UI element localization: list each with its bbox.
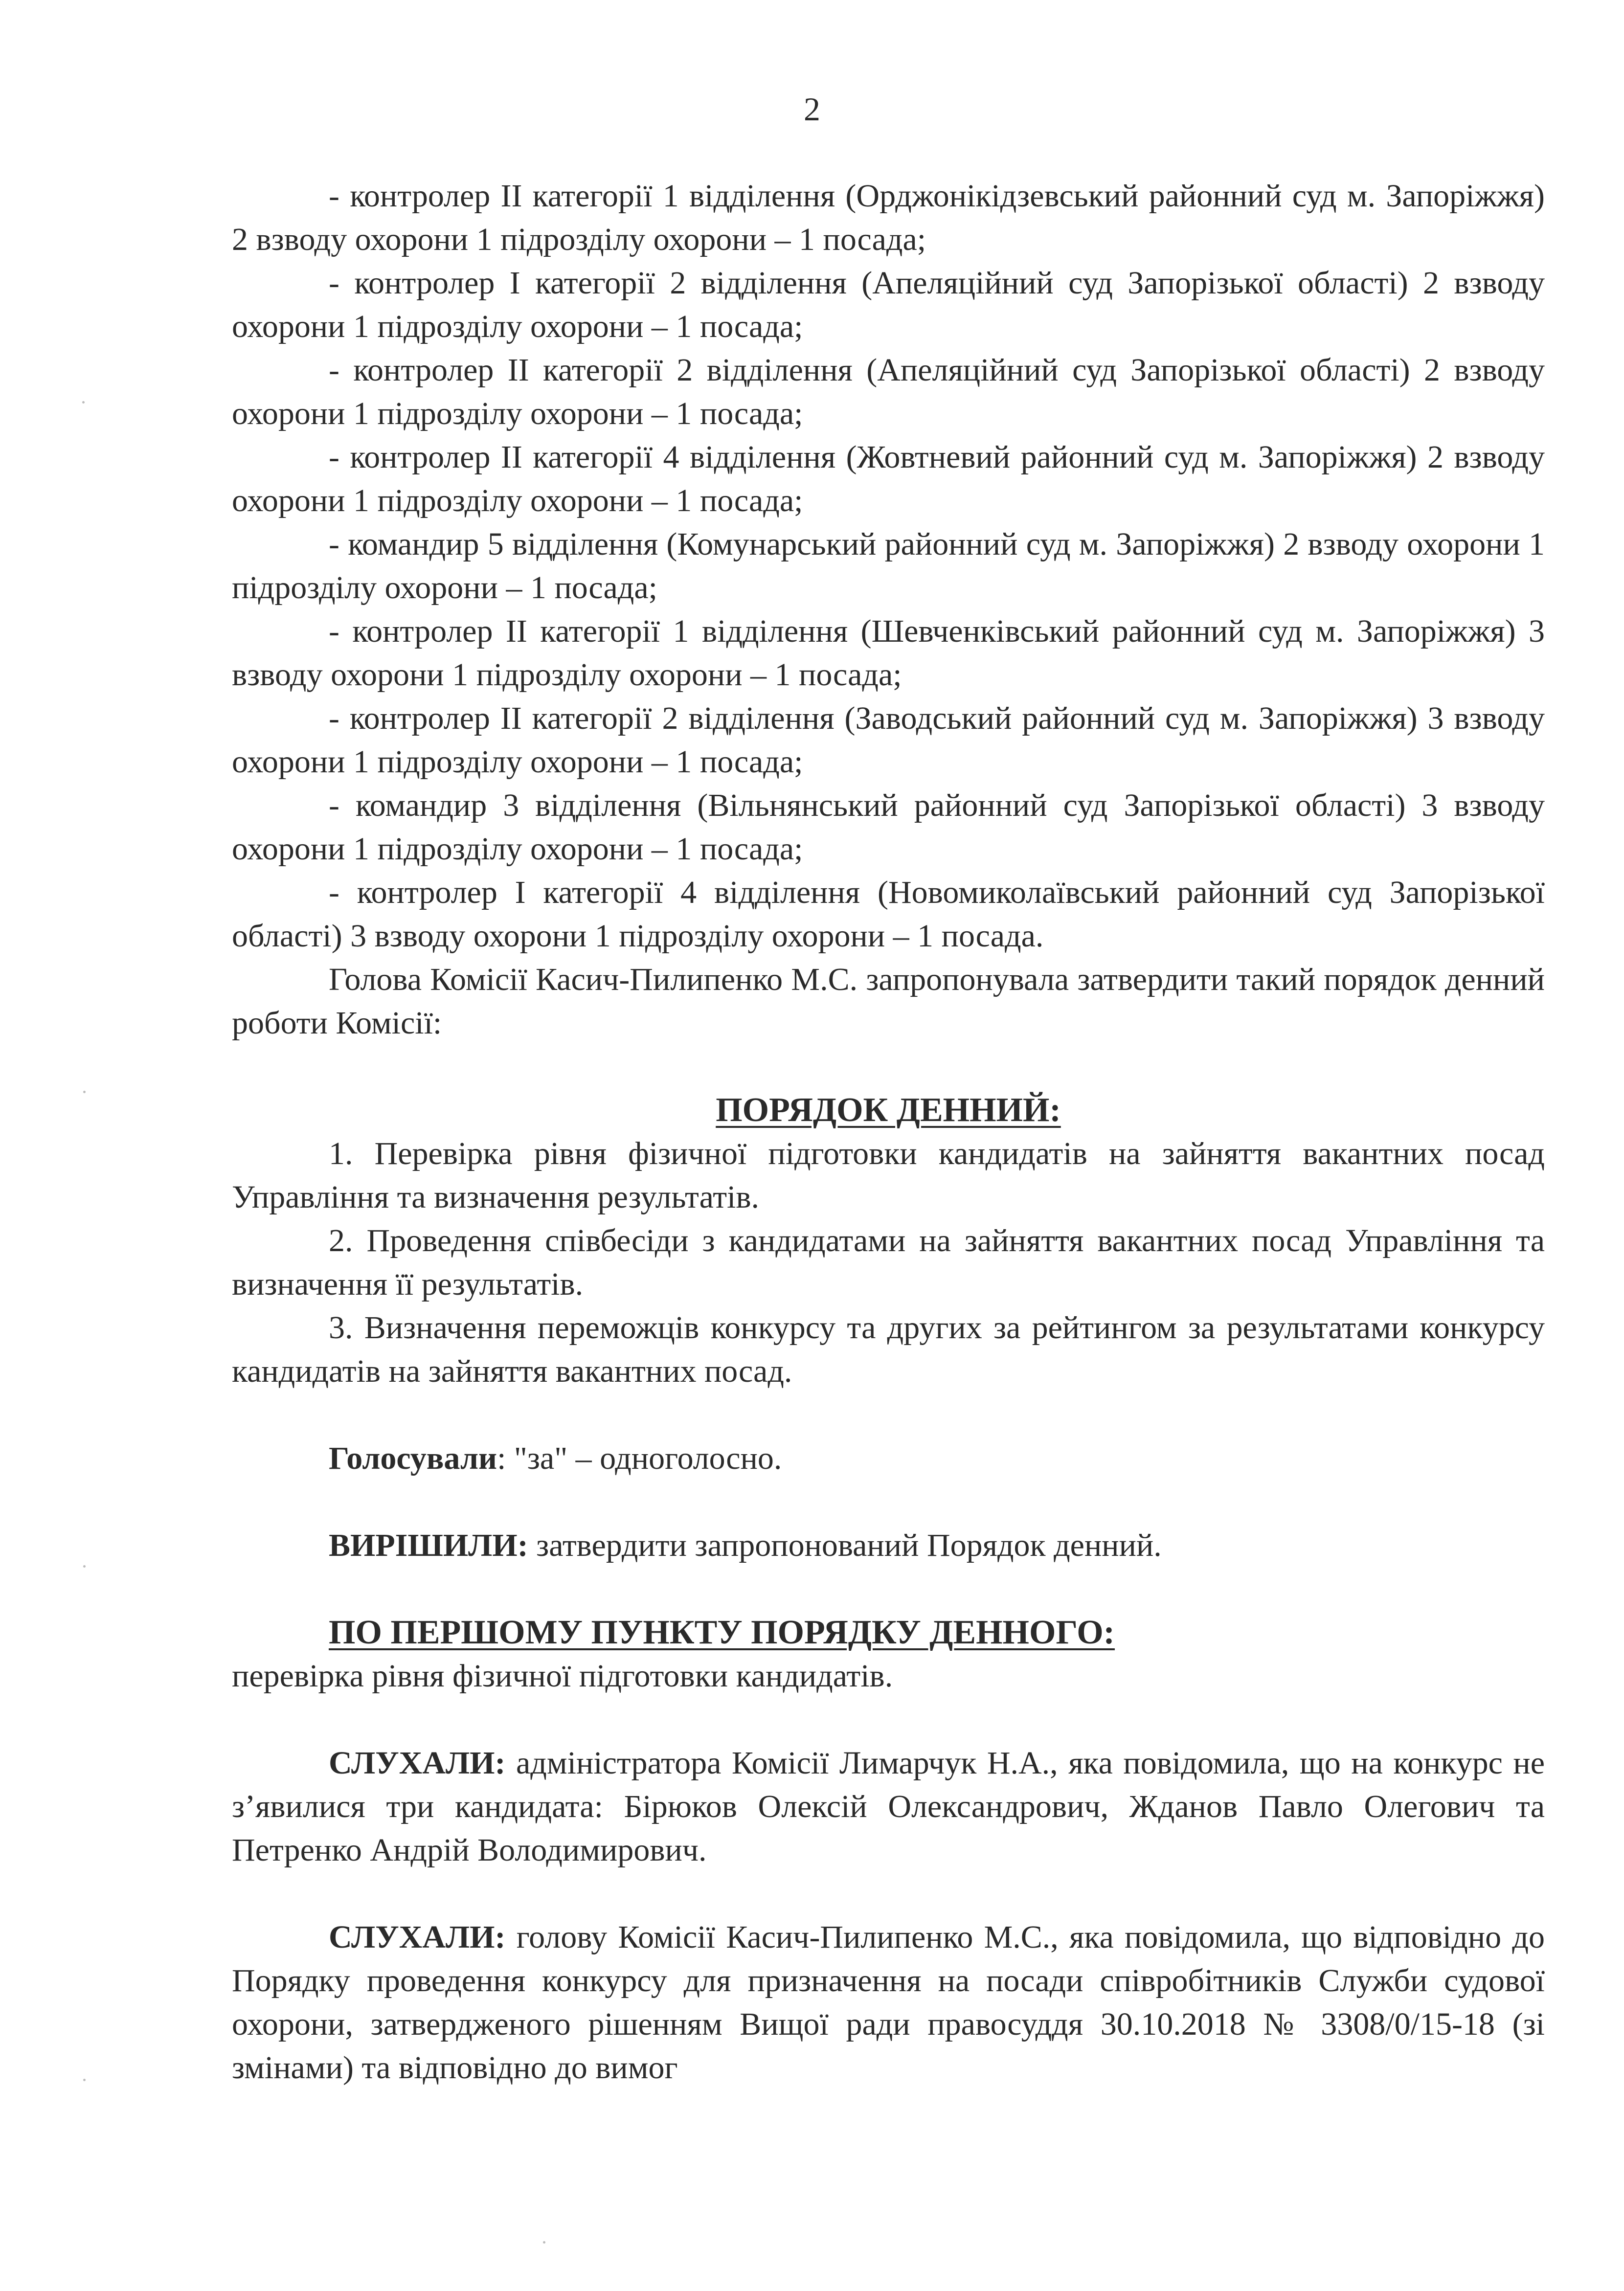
position-item: - контролер II категорії 2 відділення (Заводський районний суд м. Запоріжжя) 3 взводу охорони 1 підрозділу охорони – 1 посада; bbox=[232, 700, 1545, 780]
position-item: - контролер I категорії 2 відділення (Апеляційний суд Запорізької області) 2 взводу охорони 1 підрозділу охорони – 1 посада; bbox=[232, 265, 1545, 344]
first-item-subtitle: перевірка рівня фізичної підготовки кандидатів. bbox=[232, 1658, 893, 1694]
chair-proposal: Голова Комісії Касич-Пилипенко М.С. запропонувала затвердити такий порядок денний роботи Комісії: bbox=[232, 962, 1545, 1041]
first-item-heading: ПО ПЕРШОМУ ПУНКТУ ПОРЯДКУ ДЕННОГО: bbox=[329, 1614, 1115, 1651]
heard-text: адміністратора Комісії Лимарчук Н.А., яка повідомила, що на конкурс не з’явилися три кандидата: Бірюков Олексій Олександрович, Жданов Павло Олегович та Петренко Андрій Володимирович. bbox=[232, 1745, 1545, 1868]
heard-paragraph bbox=[232, 1741, 1545, 1872]
spacer bbox=[232, 1872, 1545, 1915]
heard-text: голову Комісії Касич-Пилипенко М.С., яка повідомила, що відповідно до Порядку проведення конкурсу для призначення на посади співробітників Служби судової охорони, затвердженого рішенням Вищої ради правосуддя 30.10.2018 № 3308/0/15-18 (зі змінами) та відповідно до вимог bbox=[232, 1919, 1545, 2086]
agenda-item: 3. Визначення переможців конкурсу та других за рейтингом за результатами конкурсу кандидатів на зайняття вакантних посад. bbox=[232, 1310, 1545, 1389]
vote-label: Голосували bbox=[329, 1440, 497, 1476]
page-number: 2 bbox=[804, 90, 820, 128]
spacer bbox=[232, 1567, 1545, 1611]
position-item: - контролер II категорії 1 відділення (Орджонікідзевський районний суд м. Запоріжжя) 2 взводу охорони 1 підрозділу охорони – 1 посада; bbox=[232, 178, 1545, 257]
heard-label: СЛУХАЛИ: bbox=[329, 1919, 506, 1955]
scan-speck bbox=[83, 2079, 86, 2081]
agenda-heading: ПОРЯДОК ДЕННИЙ: bbox=[716, 1091, 1061, 1129]
document-body bbox=[232, 174, 1545, 2089]
position-item: - контролер II категорії 1 відділення (Шевченківський районний суд м. Запоріжжя) 3 взводу охорони 1 підрозділу охорони – 1 посада; bbox=[232, 613, 1545, 693]
decision-label: ВИРІШИЛИ: bbox=[329, 1527, 528, 1563]
heard-paragraph bbox=[232, 1915, 1545, 2089]
scan-speck bbox=[83, 1565, 86, 1568]
scan-speck bbox=[82, 401, 85, 404]
position-item: - контролер I категорії 4 відділення (Новомиколаївський районний суд Запорізької області) 3 взводу охорони 1 підрозділу охорони – 1 посада. bbox=[232, 875, 1545, 954]
vote-line bbox=[232, 1437, 1545, 1480]
scan-speck bbox=[543, 2241, 545, 2244]
spacer bbox=[232, 1045, 1545, 1088]
heard-label: СЛУХАЛИ: bbox=[329, 1745, 506, 1781]
scan-speck bbox=[83, 1091, 86, 1093]
spacer bbox=[232, 1393, 1545, 1437]
agenda-item: 1. Перевірка рівня фізичної підготовки кандидатів на зайняття вакантних посад Управління та визначення результатів. bbox=[232, 1136, 1545, 1215]
decision-text: затвердити запропонований Порядок денний. bbox=[528, 1527, 1162, 1563]
agenda-item: 2. Проведення співбесіди з кандидатами на зайняття вакантних посад Управління та визначення її результатів. bbox=[232, 1223, 1545, 1302]
position-item: - контролер II категорії 4 відділення (Жовтневий районний суд м. Запоріжжя) 2 взводу охорони 1 підрозділу охорони – 1 посада; bbox=[232, 439, 1545, 518]
spacer bbox=[232, 1698, 1545, 1741]
spacer bbox=[232, 1480, 1545, 1524]
decision-line bbox=[232, 1524, 1545, 1567]
position-item: - командир 5 відділення (Комунарський районний суд м. Запоріжжя) 2 взводу охорони 1 підрозділу охорони – 1 посада; bbox=[232, 526, 1545, 606]
position-item: - контролер II категорії 2 відділення (Апеляційний суд Запорізької області) 2 взводу охорони 1 підрозділу охорони – 1 посада; bbox=[232, 352, 1545, 431]
vote-text: : "за" – одноголосно. bbox=[497, 1440, 782, 1476]
position-item: - командир 3 відділення (Вільнянський районний суд Запорізької області) 3 взводу охорони 1 підрозділу охорони – 1 посада; bbox=[232, 787, 1545, 867]
